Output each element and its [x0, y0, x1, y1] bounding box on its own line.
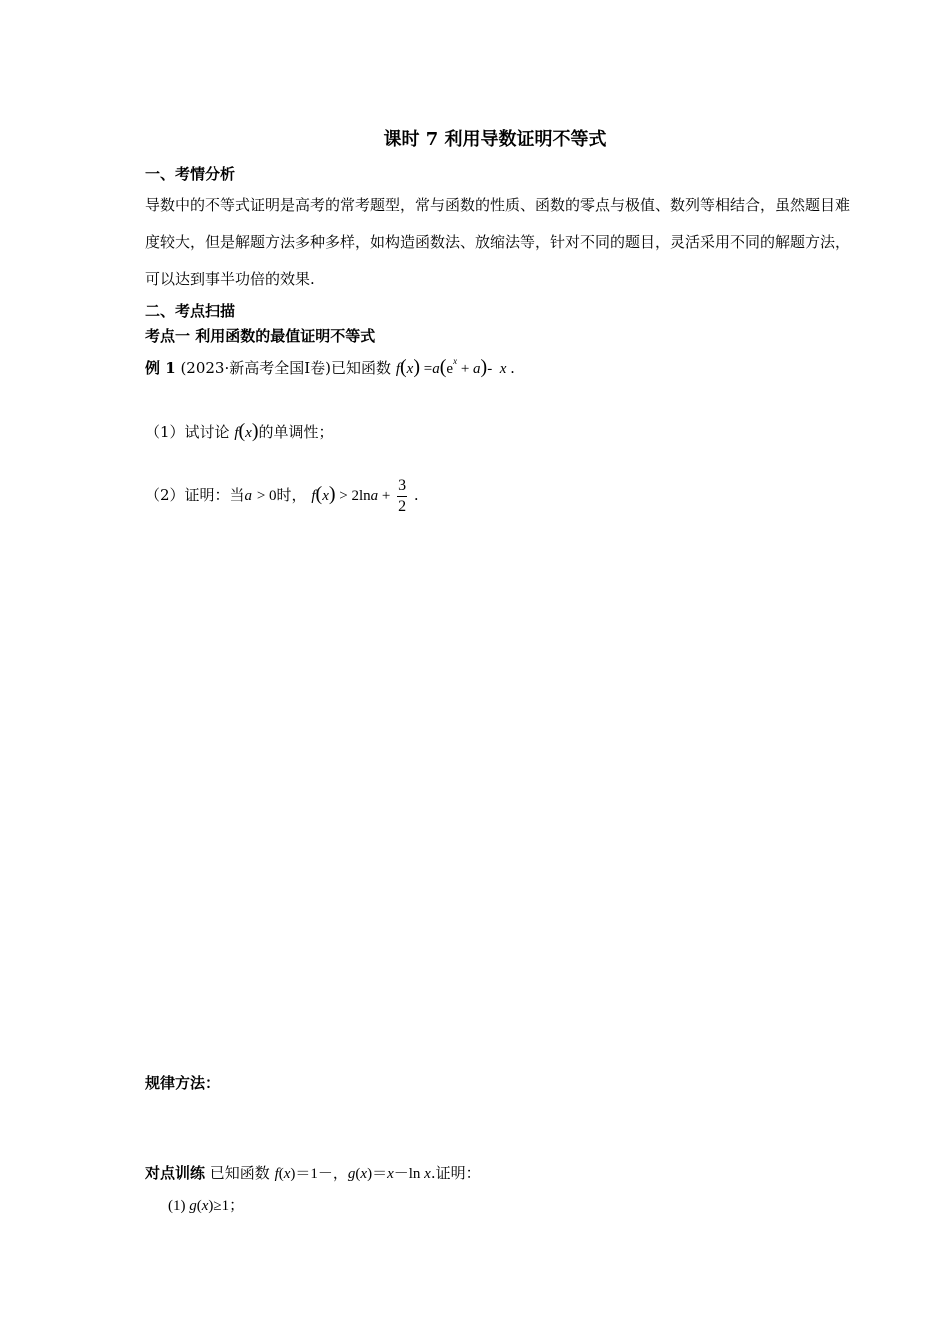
training-label: 对点训练 — [145, 1164, 206, 1182]
question-part-1: （1）试讨论 f(x)的单调性； — [145, 420, 334, 442]
example-source: (2023·新高考全国Ⅰ卷)已知函数 — [180, 359, 392, 377]
example-1: 例 1 (2023·新高考全国Ⅰ卷)已知函数 $f(x) =a(e^x + a)-$ x . — [145, 356, 515, 378]
inequality: f(x) > 2lna + $\frac{3}{2}$ — [311, 477, 407, 515]
analysis-paragraph: 导数中的不等式证明是高考的常考题型，常与函数的性质、函数的零点与极值、数列等相结合，虽然题目难度较大，但是解题方法多种多样，如构造函数法、放缩法等，针对不同的题目，灵活采用不同的解题方法，可以达到事半功倍的效果. — [145, 196, 851, 288]
page-title: 课时 7 利用导数证明不等式 — [383, 129, 607, 150]
function-definition: $f(x) =a(e^x + a)-$ x — [395, 356, 507, 378]
subsection-heading: 考点一 利用函数的最值证明不等式 — [145, 327, 376, 345]
question-part-2: （2）证明：当a > 0时， f(x) > 2lna + $\frac{3}{2}$ . — [145, 477, 419, 515]
section-heading-analysis: 一、考情分析 — [145, 165, 236, 183]
example-label: 例 1 — [145, 359, 176, 377]
section-heading-scan: 二、考点扫描 — [145, 302, 236, 320]
fraction: $\frac{3}{2}$ — [398, 477, 407, 515]
training-problem: 对点训练 已知函数 f(x)＝1－，g(x)＝x－ln x.证明： — [145, 1164, 481, 1182]
function-reference: f(x) — [234, 420, 259, 442]
training-item-1: (1) g(x)≥1； — [168, 1198, 245, 1214]
method-label: 规律方法： — [145, 1074, 221, 1092]
